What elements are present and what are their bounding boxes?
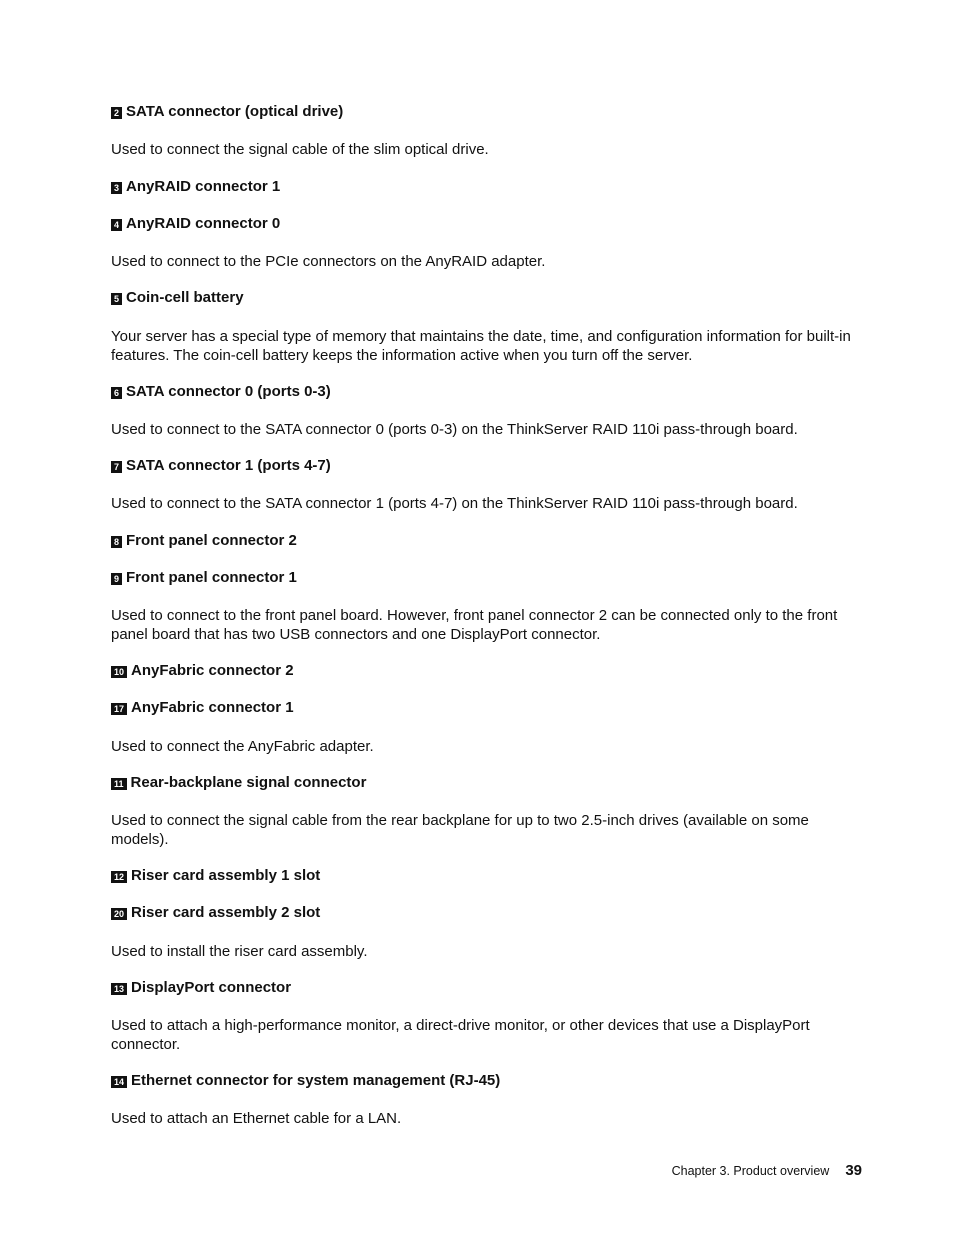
- callout-number-badge: 13: [111, 983, 127, 995]
- section-body: Used to attach a high-performance monitor, a direct-drive monitor, or other devices that use a DisplayPort connector.: [111, 1017, 810, 1053]
- section-body: Used to connect to the PCIe connectors on the AnyRAID adapter.: [111, 253, 546, 270]
- section-title: Front panel connector 2: [126, 532, 297, 549]
- section-body: Used to connect to the front panel board. However, front panel connector 2 can be connected only to the front panel board that has two USB connectors and one DisplayPort connector.: [111, 607, 838, 643]
- section-body: Used to connect the signal cable from the rear backplane for up to two 2.5-inch drives (available on some models).: [111, 812, 809, 848]
- section-title: AnyFabric connector 1: [131, 699, 294, 716]
- section-heading: [111, 662, 851, 680]
- section-title: AnyRAID connector 1: [126, 178, 281, 195]
- section-heading: [111, 979, 851, 997]
- section-title: SATA connector (optical drive): [126, 103, 344, 120]
- section-title: Riser card assembly 2 slot: [131, 904, 321, 921]
- section-body: Used to connect the AnyFabric adapter.: [111, 738, 374, 755]
- callout-number-badge: 12: [111, 871, 127, 883]
- section-title: Riser card assembly 1 slot: [131, 867, 321, 884]
- callout-number-badge: 14: [111, 1076, 127, 1088]
- section-title: SATA connector 1 (ports 4-7): [126, 457, 331, 474]
- page-number: 39: [845, 1162, 862, 1179]
- section-title: Rear-backplane signal connector: [130, 774, 367, 791]
- section-heading: [111, 178, 851, 196]
- section-heading: [111, 1072, 851, 1090]
- callout-number-badge: 4: [111, 219, 122, 231]
- callout-number-badge: 7: [111, 461, 122, 473]
- callout-number-badge: 6: [111, 387, 122, 399]
- section-heading: [111, 867, 851, 885]
- section-heading: [111, 383, 851, 401]
- callout-number-badge: 2: [111, 107, 122, 119]
- section-heading: [111, 699, 851, 717]
- callout-number-badge: 8: [111, 536, 122, 548]
- callout-number-badge: 11: [111, 778, 127, 790]
- page-footer: [600, 1162, 862, 1180]
- callout-number-badge: 9: [111, 573, 122, 585]
- section-title: AnyFabric connector 2: [131, 662, 294, 679]
- section-body: Used to install the riser card assembly.: [111, 943, 368, 960]
- section-heading: [111, 569, 851, 587]
- section-title: SATA connector 0 (ports 0-3): [126, 383, 331, 400]
- section-heading: [111, 774, 851, 792]
- callout-number-badge: 10: [111, 666, 127, 678]
- section-body: Used to connect the signal cable of the slim optical drive.: [111, 141, 489, 158]
- section-title: Front panel connector 1: [126, 569, 297, 586]
- section-heading: [111, 289, 851, 307]
- section-body: Used to connect to the SATA connector 0 (ports 0-3) on the ThinkServer RAID 110i pass-through board.: [111, 421, 798, 438]
- section-heading: [111, 215, 851, 233]
- section-title: Coin-cell battery: [126, 289, 244, 306]
- section-heading: [111, 457, 851, 475]
- section-body: Used to connect to the SATA connector 1 (ports 4-7) on the ThinkServer RAID 110i pass-through board.: [111, 495, 798, 512]
- section-heading: [111, 103, 851, 121]
- section-title: DisplayPort connector: [131, 979, 292, 996]
- section-title: Ethernet connector for system management (RJ-45): [131, 1072, 501, 1089]
- callout-number-badge: 5: [111, 293, 122, 305]
- callout-number-badge: 20: [111, 908, 127, 920]
- section-heading: [111, 532, 851, 550]
- callout-number-badge: 17: [111, 703, 127, 715]
- section-title: AnyRAID connector 0: [126, 215, 281, 232]
- callout-number-badge: 3: [111, 182, 122, 194]
- section-heading: [111, 904, 851, 922]
- section-body: Used to attach an Ethernet cable for a LAN.: [111, 1110, 402, 1127]
- section-body: Your server has a special type of memory that maintains the date, time, and configuration information for built-in features. The coin-cell battery keeps the information active when you turn off the server.: [111, 328, 851, 364]
- footer-chapter-title: Chapter 3. Product overview: [671, 1164, 830, 1178]
